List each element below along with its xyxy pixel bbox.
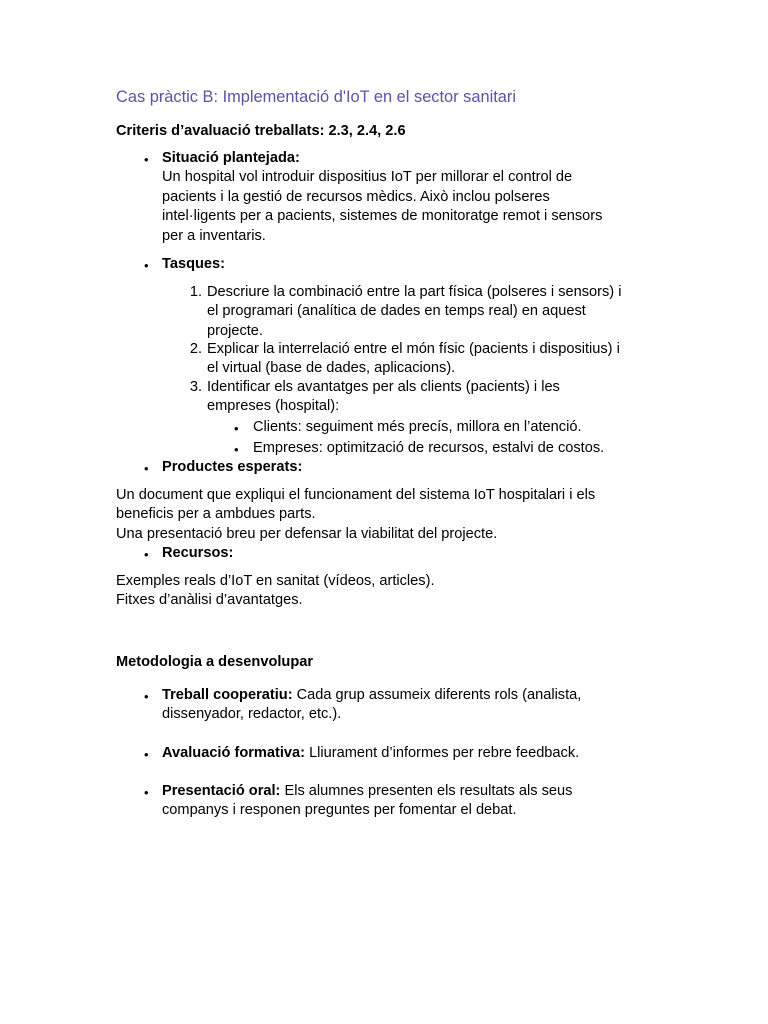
benefit-item: Empreses: optimització de recursos, estalvi de costos. <box>253 440 605 456</box>
bullet-icon: • <box>144 689 149 704</box>
task-number: 3. <box>189 379 202 395</box>
methodology-text: Cada grup assumeix diferents rols (analista, <box>292 687 582 703</box>
task-line: Descriure la combinació entre la part física (polseres i sensors) i <box>207 284 622 300</box>
situation-line: intel·ligents per a pacients, sistemes de monitoratge remot i sensors <box>162 208 603 225</box>
task-number: 1. <box>189 284 202 300</box>
resources-text <box>116 572 435 611</box>
task-line: Identificar els avantatges per als clients (pacients) i les <box>207 379 560 395</box>
bullet-icon: • <box>144 785 149 800</box>
tasks-heading: Tasques: <box>162 256 225 272</box>
task-number: 2. <box>189 341 202 357</box>
criteria-line: Criteris d’avaluació treballats: 2.3, 2.4, 2.6 <box>116 123 406 139</box>
resources-line: Exemples reals d’IoT en sanitat (vídeos, articles). <box>116 573 435 589</box>
products-text <box>116 486 595 544</box>
situation-line: per a inventaris. <box>162 227 266 244</box>
task-line: el programari (analítica de dades en temps real) en aquest <box>207 303 586 320</box>
bullet-icon: • <box>144 152 149 167</box>
methodology-label: Treball cooperatiu: <box>162 687 293 703</box>
resources-heading: Recursos: <box>162 545 234 561</box>
task-item <box>178 283 621 341</box>
situation-line: Un hospital vol introduir dispositius IoT per millorar el control de <box>162 169 573 186</box>
methodology-text: Lliurament d’informes per rebre feedback. <box>305 745 580 761</box>
methodology-label: Presentació oral: <box>162 783 281 799</box>
sub-bullet-icon: • <box>234 421 239 436</box>
bullet-icon: • <box>144 547 149 562</box>
products-line: Un document que expliqui el funcionament del sistema IoT hospitalari i els <box>116 487 596 503</box>
methodology-item <box>162 782 572 821</box>
bullet-icon: • <box>144 461 149 476</box>
products-line: Una presentació breu per defensar la viabilitat del projecte. <box>116 525 498 542</box>
document-title: Cas pràctic B: Implementació d'IoT en el sector sanitari <box>116 88 517 106</box>
products-line: beneficis per a ambdues parts. <box>116 506 316 523</box>
sub-bullet-icon: • <box>234 442 239 457</box>
methodology-text: dissenyador, redactor, etc.). <box>162 706 342 723</box>
methodology-text: companys i responen preguntes per fomentar el debat. <box>162 802 517 819</box>
methodology-item <box>162 686 581 725</box>
bullet-icon: • <box>144 258 149 273</box>
task-line: Explicar la interrelació entre el món físic (pacients i dispositius) i <box>207 341 620 357</box>
task-line: el virtual (base de dades, aplicacions). <box>207 360 456 377</box>
resources-line: Fitxes d’anàlisi d’avantatges. <box>116 592 303 609</box>
situation-section <box>162 149 602 246</box>
bullet-icon: • <box>144 747 149 762</box>
methodology-text: Els alumnes presenten els resultats als seus <box>280 783 573 799</box>
task-line: projecte. <box>207 322 263 339</box>
products-heading: Productes esperats: <box>162 459 303 475</box>
task-item <box>178 378 560 417</box>
methodology-heading: Metodologia a desenvolupar <box>116 654 314 670</box>
task-line: empreses (hospital): <box>207 398 340 415</box>
situation-line: pacients i la gestió de recursos mèdics. Això inclou polseres <box>162 188 550 205</box>
benefit-item: Clients: seguiment més precís, millora en l’atenció. <box>253 419 582 435</box>
situation-heading: Situació plantejada: <box>162 150 300 166</box>
methodology-item <box>162 744 579 763</box>
methodology-label: Avaluació formativa: <box>162 745 306 761</box>
task-item <box>178 340 620 379</box>
